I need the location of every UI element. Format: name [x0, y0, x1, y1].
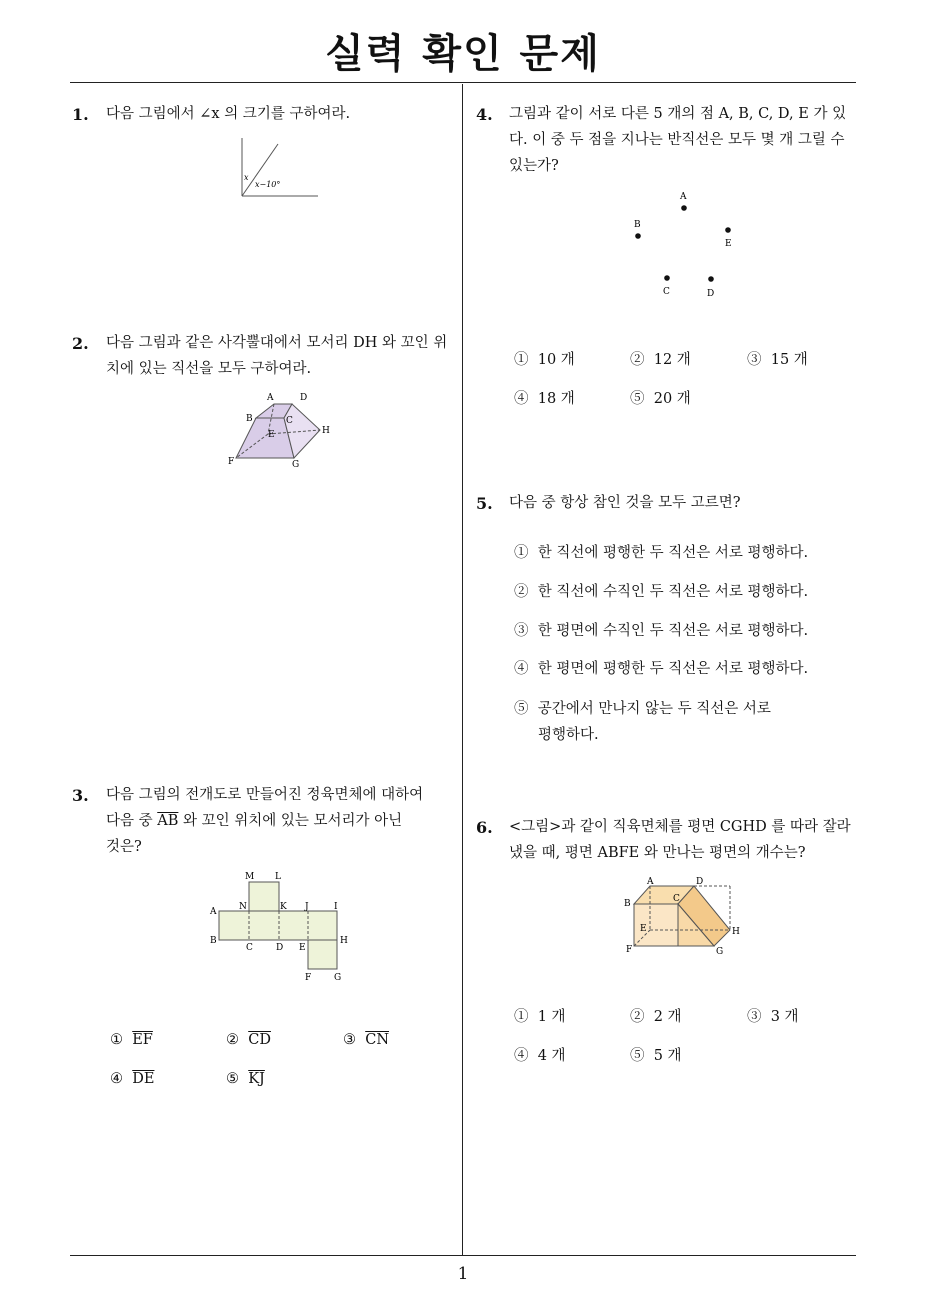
angle-label-x-minus-10: x−10°	[255, 180, 281, 189]
vertex-label: F	[305, 973, 312, 983]
answer-option[interactable]: ⑤ 20 개	[630, 391, 691, 407]
point-label: E	[725, 239, 732, 249]
answer-option[interactable]: ② 12 개	[630, 352, 691, 368]
vertex-label: I	[334, 902, 338, 912]
page-title: 실력 확인 문제	[325, 31, 601, 77]
vertex-label: B	[210, 936, 217, 946]
question-number: 6.	[476, 818, 493, 837]
vertex-label: C	[286, 416, 293, 426]
answer-option[interactable]: ④ 한 평면에 평행한 두 직선은 서로 평행하다.	[514, 661, 809, 677]
answer-option[interactable]: ① $\overline{EF}$	[110, 1032, 153, 1048]
vertex-label: A	[210, 907, 217, 917]
top-rule	[70, 82, 856, 83]
answer-option[interactable]: ⑤ 5 개	[630, 1048, 682, 1064]
vertex-label: G	[292, 460, 300, 470]
question-number: 1.	[72, 105, 89, 124]
question-text: <그림>과 같이 직육면체를 평면 CGHD 를 따라 잘라냈을 때, 평면 ABFE 와 만나는 평면의 개수는?	[509, 819, 851, 861]
answer-option[interactable]: ② 한 직선에 수직인 두 직선은 서로 평행하다.	[514, 584, 809, 600]
answer-option[interactable]: ③ 15 개	[747, 352, 808, 368]
answer-option[interactable]: ② $\overline{CD}$	[226, 1032, 271, 1048]
vertex-label: E	[268, 430, 275, 440]
answer-option[interactable]: ① 10 개	[514, 352, 575, 368]
angle-figure	[236, 134, 322, 202]
question-text: 그림과 같이 서로 다른 5 개의 점 A, B, C, D, E 가 있다. 이 중 두 점을 지나는 반직선은 모두 몇 개 그릴 수 있는가?	[509, 106, 847, 174]
vertex-label: F	[228, 457, 235, 467]
vertex-label: M	[245, 872, 255, 882]
question-number: 4.	[476, 105, 493, 124]
answer-option[interactable]: ③ $\overline{CN}$	[343, 1032, 390, 1048]
answer-option[interactable]: ④ 18 개	[514, 391, 575, 407]
vertex-label: B	[246, 414, 253, 424]
answer-option[interactable]: ② 2 개	[630, 1009, 682, 1025]
answer-option[interactable]: ④ $\overline{DE}$	[110, 1071, 155, 1087]
vertex-label: A	[647, 877, 654, 887]
segment-ab: $\overline{AB}$	[157, 813, 179, 829]
vertex-label: H	[732, 927, 740, 937]
question-text: 다음 그림에서 ∠x 의 크기를 구하여라.	[106, 106, 351, 122]
vertex-label: H	[322, 426, 330, 436]
vertex-label: B	[624, 899, 631, 909]
point-label: A	[680, 192, 687, 202]
vertex-label: E	[299, 943, 306, 953]
question-text: 다음 중 항상 참인 것을 모두 고르면?	[509, 495, 741, 511]
cube-net-figure	[205, 868, 355, 986]
question-text: 다음 그림과 같은 사각뿔대에서 모서리 DH 와 꼬인 위치에 있는 직선을 모두 구하여라.	[106, 335, 448, 377]
answer-option[interactable]: ④ 4 개	[514, 1048, 566, 1064]
answer-option[interactable]: ③ 한 평면에 수직인 두 직선은 서로 평행하다.	[514, 623, 809, 639]
vertex-label: H	[340, 936, 348, 946]
answer-option[interactable]: ⑤ $\overline{KJ}$	[226, 1071, 265, 1087]
question-text-line: 다음 중 $\overline{AB}$ 와 꼬인 위치에 있는 모서리가 아닌	[106, 813, 403, 829]
question-text-line: 다음 그림의 전개도로 만들어진 정육면체에 대하여	[106, 787, 424, 803]
question-text	[106, 782, 451, 860]
question-number: 5.	[476, 494, 493, 513]
vertex-label: D	[300, 393, 308, 403]
column-divider	[462, 84, 463, 1256]
answer-option[interactable]: ① 1 개	[514, 1009, 566, 1025]
vertex-label: J	[305, 902, 309, 912]
vertex-label: F	[626, 945, 633, 955]
angle-label-x: x	[244, 173, 249, 182]
vertex-label: C	[673, 894, 680, 904]
point-label: B	[634, 220, 641, 230]
vertex-label: D	[696, 877, 704, 887]
vertex-label: K	[280, 902, 287, 912]
page-number: 1	[457, 1264, 469, 1284]
points-figure	[626, 186, 742, 302]
point-label: D	[707, 289, 715, 299]
point-label: C	[663, 287, 670, 297]
answer-option[interactable]: ⑤ 공간에서 만나지 않는 두 직선은 서로 평행하다.	[514, 701, 771, 743]
question-number: 2.	[72, 334, 89, 353]
vertex-label: D	[276, 943, 284, 953]
vertex-label: C	[246, 943, 253, 953]
cuboid-figure	[620, 874, 750, 958]
vertex-label: G	[334, 973, 342, 983]
question-number: 3.	[72, 786, 89, 805]
question-text-line: 것은?	[106, 839, 142, 855]
vertex-label: G	[716, 947, 724, 957]
answer-option[interactable]: ③ 3 개	[747, 1009, 799, 1025]
vertex-label: N	[239, 902, 247, 912]
vertex-label: L	[275, 872, 281, 882]
vertex-label: E	[640, 924, 647, 934]
vertex-label: A	[267, 393, 274, 403]
answer-option[interactable]: ① 한 직선에 평행한 두 직선은 서로 평행하다.	[514, 545, 809, 561]
frustum-figure	[224, 390, 336, 472]
bottom-rule	[70, 1255, 856, 1256]
